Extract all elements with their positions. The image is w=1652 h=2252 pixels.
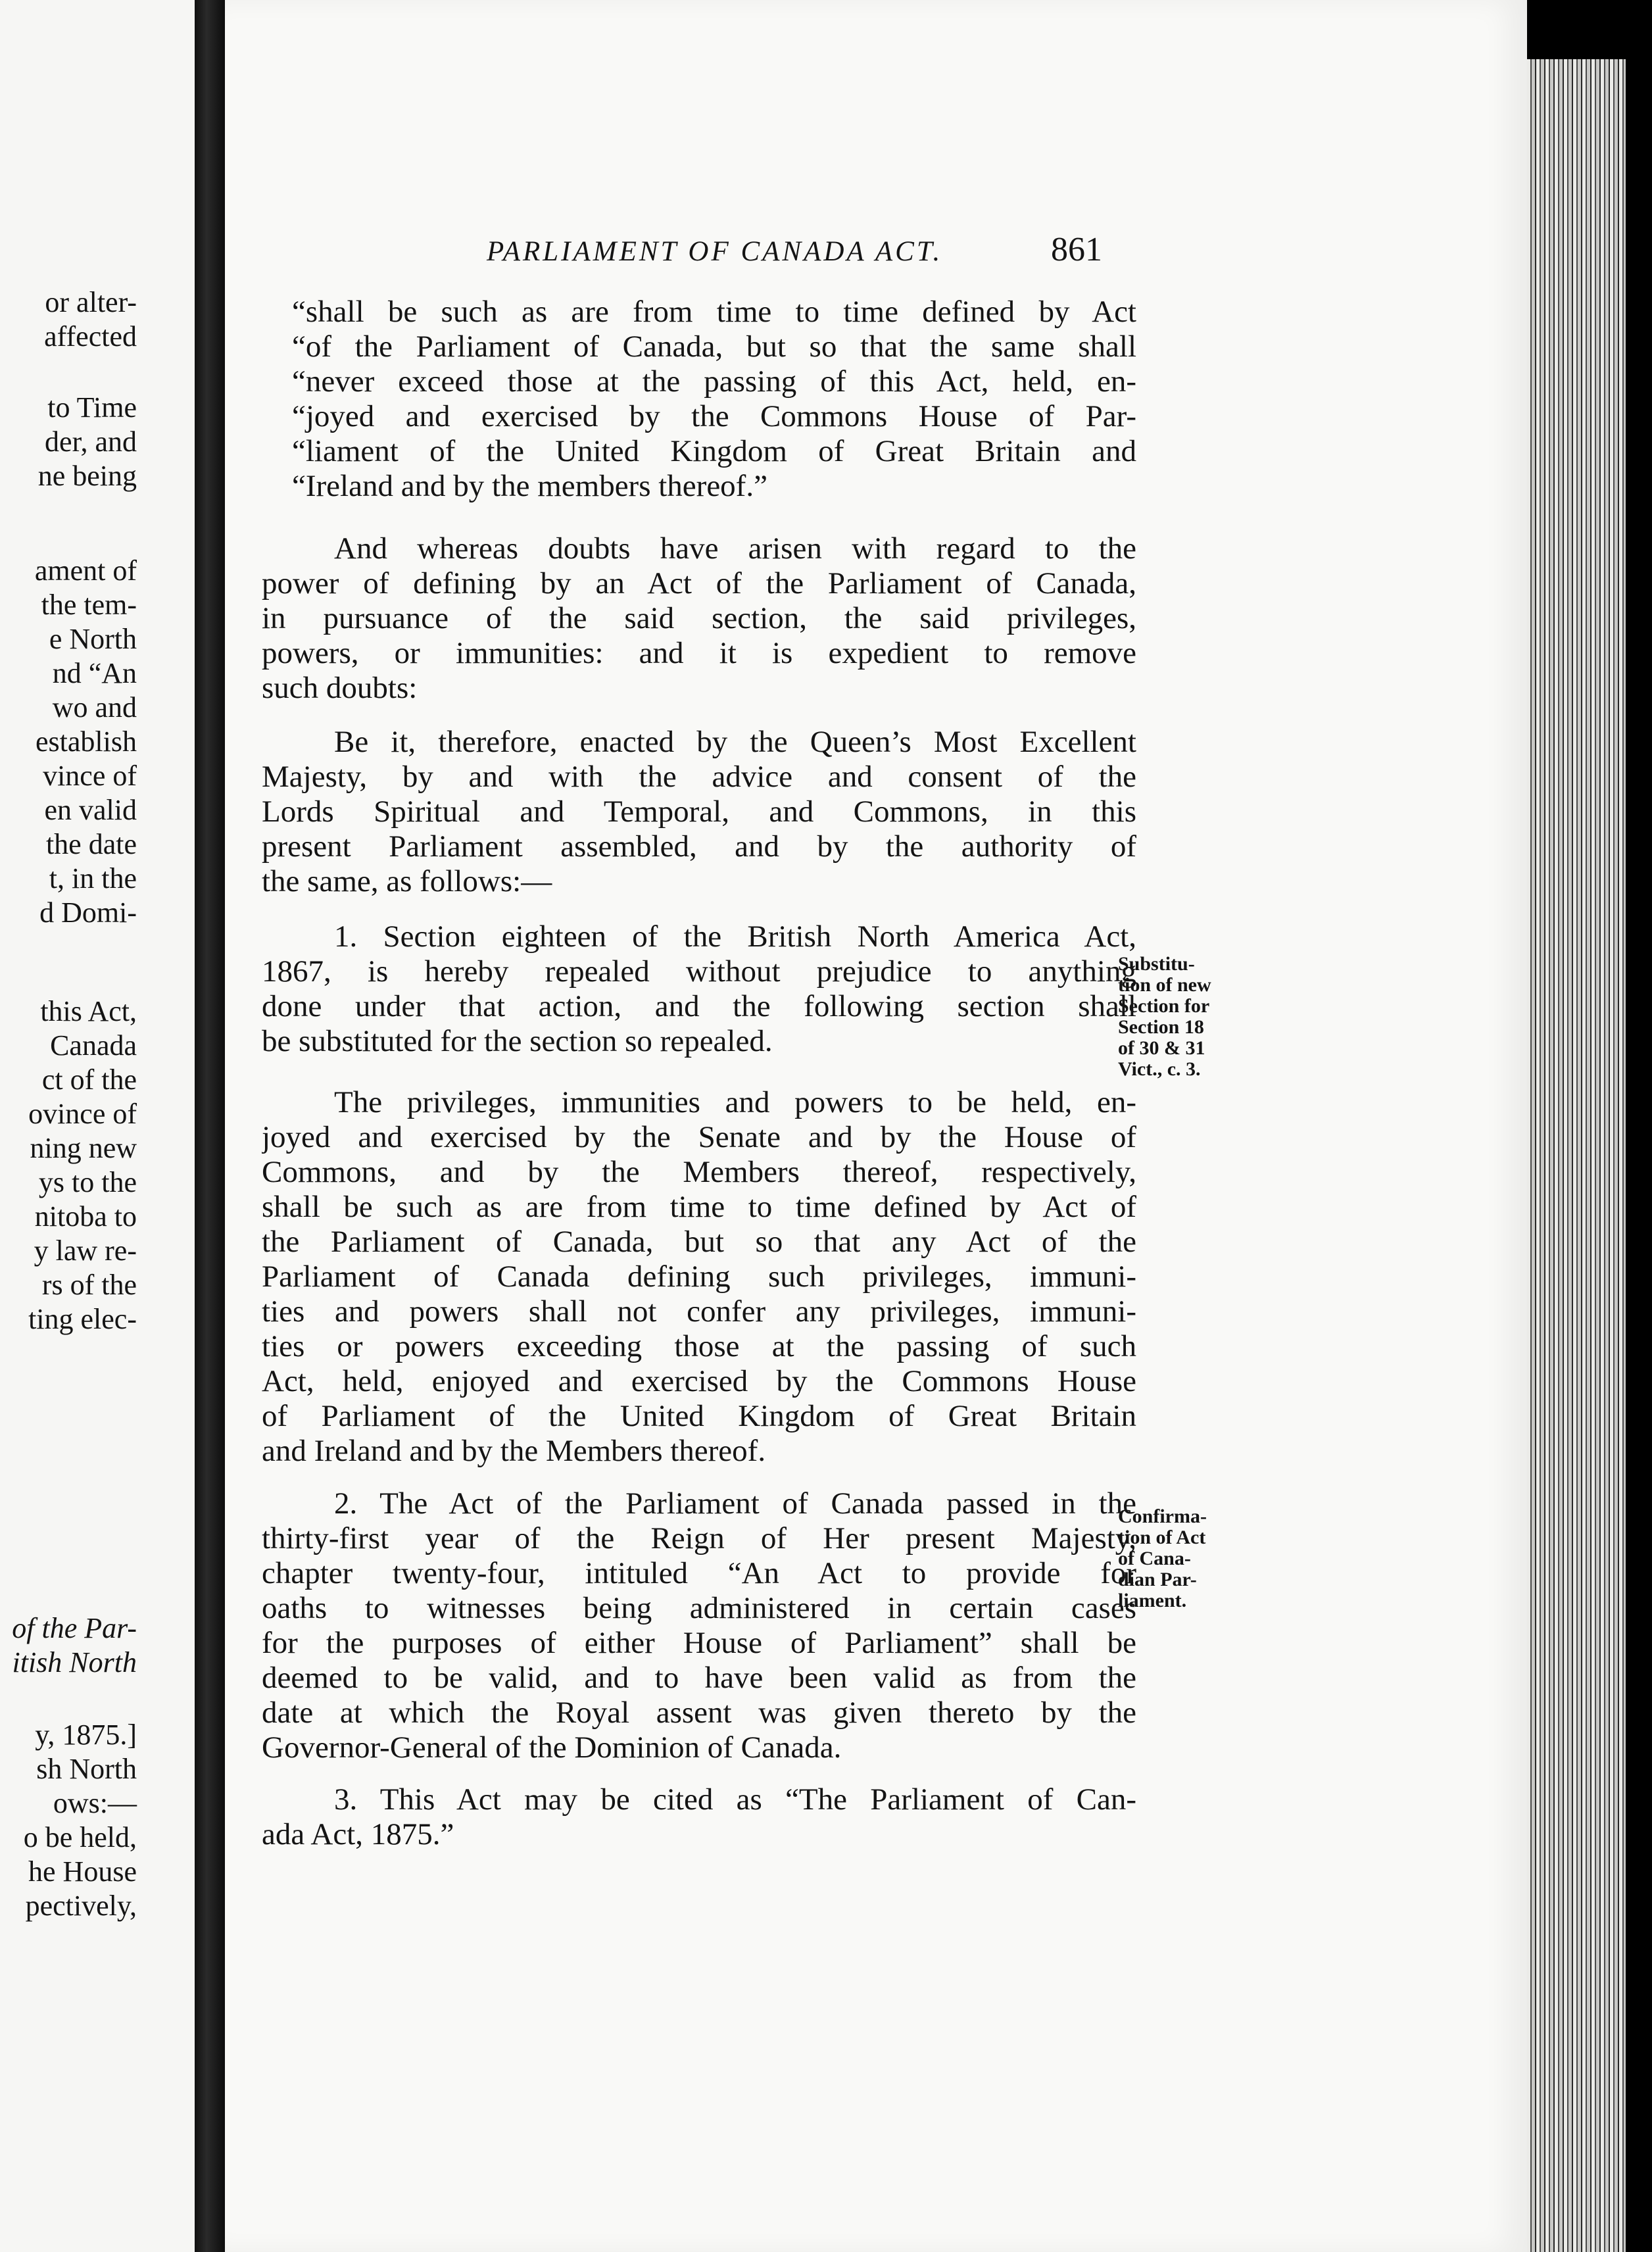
text-line: Parliament of Canada defining such privileges, immuni- [262,1260,1136,1294]
text-line: date at which the Royal assent was given thereto by the [262,1696,1136,1730]
text-line: for the purposes of either House of Parliament” shall be [262,1626,1136,1660]
text-line: “Ireland and by the members thereof.” [292,469,767,503]
text-line: Governor-General of the Dominion of Canada. [262,1730,842,1765]
section-3-paragraph [262,1782,1136,1852]
text-line: oaths to witnesses being administered in certain cases [262,1591,1136,1625]
left-page-fragment: the tem- [41,589,137,621]
left-page-fragment: nitoba to [34,1200,137,1233]
left-page-fragment: y, 1875.] [35,1719,137,1751]
left-page-fragment: affected [44,320,137,353]
text-line: in pursuance of the said section, the said privileges, [262,601,1136,635]
text-line: power of defining by an Act of the Parliament of Canada, [262,566,1136,600]
text-line: of Parliament of the United Kingdom of Great Britain [262,1399,1136,1433]
sidenote-line: dian Par- [1118,1569,1197,1590]
left-page-fragment: ovince of [28,1098,137,1130]
text-line: “never exceed those at the passing of this Act, held, en- [292,364,1136,399]
left-page-fragment: this Act, [40,995,137,1027]
left-page-fragment: e North [49,623,137,655]
enacting-paragraph [262,725,1136,899]
text-line: “shall be such as are from time to time defined by Act [292,295,1136,329]
sidenote-line: Confirma- [1118,1505,1207,1527]
left-page-fragment: pectively, [25,1890,137,1922]
sidenote-line: Section for [1118,995,1210,1017]
left-page-fragment: t, in the [49,862,137,894]
text-line: such doubts: [262,671,418,705]
left-page-fragment: y law re- [34,1235,137,1267]
left-page-fragment: establish [36,725,137,758]
text-line: present Parliament assembled, and by the authority of [262,829,1136,864]
text-line: Commons, and by the Members thereof, respectively, [262,1155,1136,1189]
left-page-fragment: ting elec- [28,1303,137,1335]
running-head: PARLIAMENT OF CANADA ACT. [487,236,943,267]
text-line: “joyed and exercised by the Commons House of Par- [292,399,1136,433]
text-line: done under that action, and the following section shall [262,989,1136,1023]
text-line: 2. The Act of the Parliament of Canada passed in the [334,1486,1136,1521]
text-line: chapter twenty-four, intituled “An Act to provide for [262,1556,1136,1590]
left-page-fragment: d Domi- [39,896,137,929]
book-gutter [195,0,225,2252]
sidenote-line: tion of new [1118,974,1211,996]
left-page-fragment: rs of the [41,1269,137,1301]
left-page-fragment: o be held, [23,1821,137,1853]
page-edges [1527,59,1626,2252]
left-page-fragment: of the Par- [12,1612,137,1644]
sidenote-line: Substitu- [1118,953,1195,975]
section-1-paragraph [262,919,1136,1059]
sidenote-line: of 30 & 31 [1118,1037,1205,1059]
left-page-fragment: en valid [44,794,137,826]
text-line: the same, as follows:— [262,864,552,898]
quote-paragraph [262,295,1136,504]
left-page-fragment: ning new [30,1132,137,1164]
sidenote-line: liament. [1118,1590,1187,1611]
sidenote-line: tion of Act [1118,1527,1206,1548]
text-line: be substituted for the section so repealed. [262,1024,773,1058]
sidenote-confirmation [1118,1506,1207,1611]
left-page-fragment: der, and [45,426,137,458]
sidenote-line: Vict., c. 3. [1118,1058,1201,1080]
text-line: powers, or immunities: and it is expedient to remove [262,636,1136,670]
text-line: and Ireland and by the Members thereof. [262,1434,766,1468]
page-number: 861 [1051,231,1102,268]
text-line: Majesty, by and with the advice and consent of the [262,760,1136,794]
text-line: 1. Section eighteen of the British North America Act, [334,919,1136,954]
text-line: 1867, is hereby repealed without prejudice to anything [262,954,1136,989]
left-page-fragment: ct of the [41,1064,137,1096]
left-page-fragment: or alter- [45,286,137,318]
left-page-fragment: ys to the [38,1166,137,1198]
left-page-fragment: Canada [50,1029,137,1062]
left-page [0,0,195,2252]
sidenote-substitution [1118,954,1211,1080]
left-page-fragment: the date [45,828,137,860]
text-line: ada Act, 1875.” [262,1817,454,1851]
text-line: The privileges, immunities and powers to be held, en- [334,1085,1136,1119]
left-page-fragment: ament of [34,554,137,587]
text-line: ties or powers exceeding those at the passing of such [262,1329,1136,1363]
text-line: And whereas doubts have arisen with regard to the [334,531,1136,566]
whereas-paragraph [262,531,1136,706]
text-line: Act, held, enjoyed and exercised by the Commons House [262,1364,1136,1398]
left-page-fragment: itish North [12,1646,137,1678]
privileges-paragraph [262,1085,1136,1469]
text-line: Be it, therefore, enacted by the Queen’s Most Excellent [334,725,1136,759]
text-line: Lords Spiritual and Temporal, and Commons, in this [262,795,1136,829]
left-page-fragment: vince of [43,760,137,792]
sidenote-line: Section 18 [1118,1016,1204,1038]
text-line: the Parliament of Canada, but so that any Act of the [262,1225,1136,1259]
text-line: joyed and exercised by the Senate and by the House of [262,1120,1136,1154]
section-2-paragraph [262,1486,1136,1765]
left-page-fragment: sh North [36,1753,137,1785]
sidenote-line: of Cana- [1118,1548,1191,1569]
left-page-fragment: ows:— [53,1787,137,1819]
left-page-fragment: nd “An [52,657,137,689]
text-line: “liament of the United Kingdom of Great Britain and [292,434,1136,468]
left-page-fragment: wo and [52,691,137,723]
left-page-fragment: to Time [47,391,137,424]
text-line: shall be such as are from time to time defined by Act of [262,1190,1136,1224]
text-line: deemed to be valid, and to have been valid as from the [262,1661,1136,1695]
text-line: 3. This Act may be cited as “The Parliament of Can- [334,1782,1136,1817]
left-page-fragment: ne being [37,460,137,492]
left-page-fragment: he House [28,1855,137,1888]
text-line: “of the Parliament of Canada, but so that the same shall [292,330,1136,364]
text-line: ties and powers shall not confer any privileges, immuni- [262,1294,1136,1329]
text-line: thirty-first year of the Reign of Her present Majesty, [262,1521,1136,1555]
